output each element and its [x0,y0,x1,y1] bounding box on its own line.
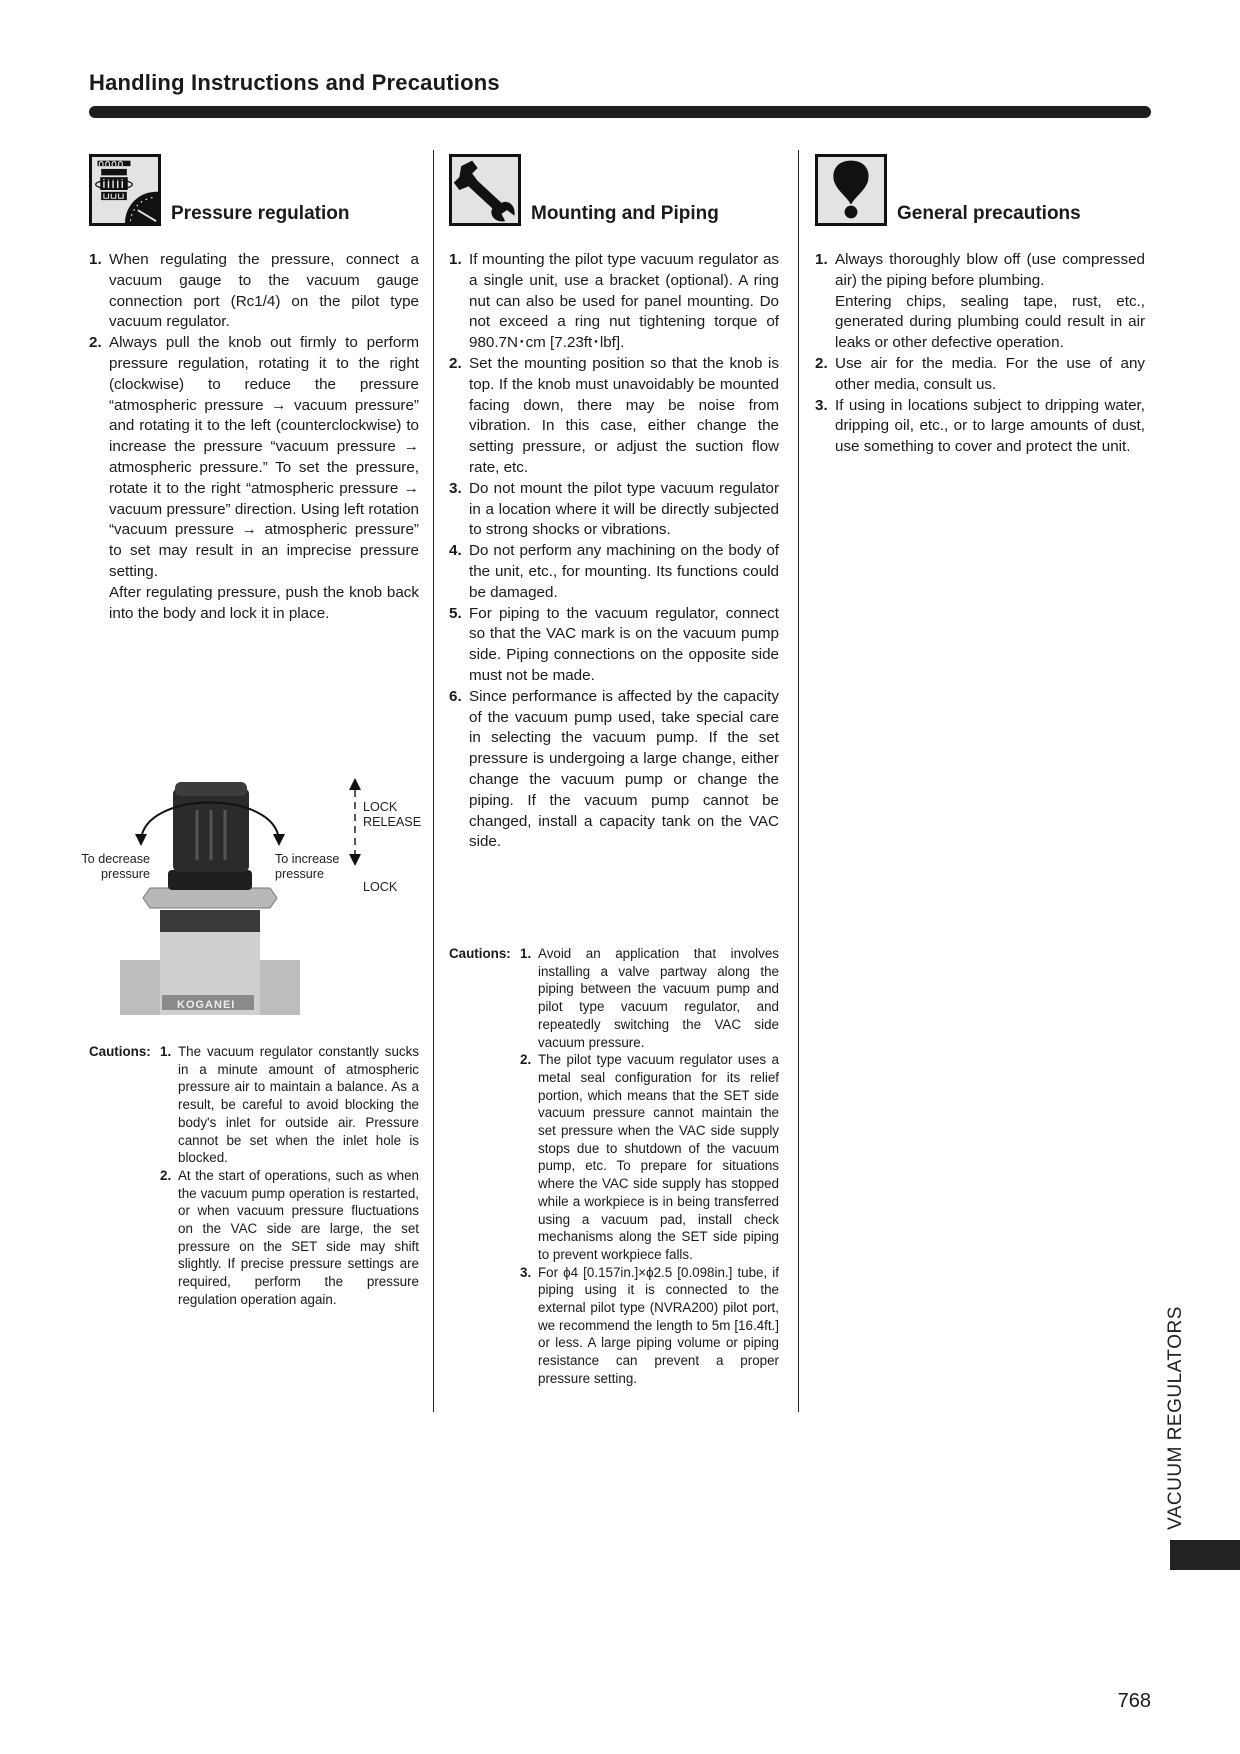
side-tab-label: VACUUM REGULATORS [1165,1306,1186,1530]
item-text: The vacuum regulator constantly sucks in a minute amount of atmospheric pressure air to maintain a balance. As a result, be careful to avoid blocking the body's inlet for outside air. Pressure cannot be set when the inlet hole is blocked. [178,1044,419,1166]
item-text: The pilot type vacuum regulator uses a metal seal configuration for its relief portion, which means that the SET side vacuum pressure cannot maintain the set pressure when the VAC side supply stops due to shutdown of the vacuum pump, etc. To prepare for situations where the VAC side supply has stopped while a workpiece is in being transferred using a vacuum pad, install check mechanisms along the SET side piping to prevent workpiece falls. [538,1052,779,1262]
list-item [449,479,779,541]
caution-item [160,1043,419,1167]
item-number: 2. [520,1052,532,1068]
cautions-label: Cautions: [449,946,511,961]
item-number: 4. [449,542,462,560]
item-text: If using in locations subject to dripping water, dripping oil, etc., or to large amounts of dust, use something to cover and protect the unit. [835,396,1145,456]
instruction-list [815,250,1145,458]
section-header [815,150,1145,226]
decrease-pressure-label: To decrease pressure [81,852,150,881]
item-text: Avoid an application that involves installing a valve partway along the piping between the vacuum pump and pilot type vacuum regulator, and repeatedly switching the VAC side vacuum pressure. [538,946,779,1050]
section-pressure-regulation [89,150,419,624]
item-text: Do not mount the pilot type vacuum regulator in a location where it will be directly subjected to strong shocks or vibrations. [469,479,779,539]
item-text: Since performance is affected by the capacity of the vacuum pump used, take special care in selecting the vacuum pump. If the set pressure is undergoing a large change, either change the vacuum pump or change the piping. If the vacuum pump cannot be changed, install a capacity tank on the VAC side. [469,687,779,851]
section-title: General precautions [897,203,1081,224]
item-number: 1. [160,1044,172,1059]
side-tab-marker [1170,1540,1240,1570]
page-title: Handling Instructions and Precautions [89,70,500,95]
column-divider [798,150,799,1412]
item-number: 2. [815,354,828,372]
list-item [449,541,779,603]
item-text: Always thoroughly blow off (use compressed air) the piping before plumbing. [835,251,1145,289]
list-item [449,354,779,479]
item-number: 1. [520,946,532,961]
item-number: 2. [160,1167,172,1183]
item-number: 1. [815,251,828,268]
item-text: Do not perform any machining on the body of the unit, etc., for mounting. Its functions could be damaged. [469,542,779,601]
list-item [89,250,419,333]
lock-release-label: LOCK RELEASE [363,800,422,829]
item-number: 3. [815,396,828,414]
item-number: 3. [520,1264,532,1280]
list-item [815,250,1145,354]
item-text: For piping to the vacuum regulator, connect so that the VAC mark is on the vacuum pump side. Piping connections on the opposite side must not be made. [469,604,779,684]
item-text: After regulating pressure, push the knob back into the body and lock it in place. [109,583,419,622]
item-text: Always pull the knob out firmly to perform pressure regulation, rotating it to the right (clockwise) to reduce the pressure “atmospheric pressure → vacuum pressure” and rotating it to the left (counterclockwise) to increase the pressure “vacuum pressure → atmospheric pressure.” To set the pressure, rotate it to the right “atmospheric pressure → vacuum pressure” direction. Using left rotation “vacuum pressure → atmospheric pressure” to set may result in an imprecise pressure setting. [109,334,419,580]
item-number: 6. [449,687,462,705]
section-title: Mounting and Piping [531,203,719,224]
item-text: For ϕ4 [0.157in.]×ϕ2.5 [0.098in.] tube, if piping using it is connected to the external pilot type (NVRA200) pilot port, we recommend the length to 5m [16.4ft.] or less. A large piping volume or piping resistance can prevent a proper pressure setting. [538,1264,779,1386]
brand-label: KOGANEI [177,999,236,1011]
increase-pressure-label: To increase pressure [275,852,340,881]
item-text: If mounting the pilot type vacuum regulator as a single unit, use a bracket (optional). A ring nut can also be used for panel mounting. Do not exceed a ring nut tightening torque of 980.7N･cm [7.23ft･lbf]. [469,251,779,352]
item-number: 3. [449,479,462,497]
section-header [89,150,419,226]
item-number: 1. [449,251,462,268]
list-item [449,604,779,687]
regulator-gauge-icon [89,154,161,226]
instruction-list [449,250,779,853]
cautions-mounting [449,945,779,1388]
exclamation-icon [815,154,887,226]
item-text: Use air for the media. For the use of any other media, consult us. [835,354,1145,393]
caution-item [160,1167,419,1309]
regulator-knob-figure [65,770,425,1015]
item-number: 5. [449,604,462,622]
lock-label: LOCK [363,880,398,894]
cautions-label: Cautions: [89,1044,151,1059]
caution-item [520,1051,779,1263]
section-title: Pressure regulation [171,203,350,224]
item-text: At the start of operations, such as when the vacuum pump operation is restarted, or when vacuum pressure fluctuations on the VAC side are large, the set pressure on the SET side may shift slightly. If precise pressure settings are required, perform the pressure regulation operation again. [178,1167,419,1307]
column-divider [433,150,434,1412]
item-number: 2. [89,334,102,352]
instruction-list [89,250,419,624]
list-item [815,396,1145,458]
section-header [449,150,779,226]
item-text: Set the mounting position so that the knob is top. If the knob must unavoidably be mounted facing down, there may be noise from vibration. In this case, either change the setting pressure, or adjust the suction flow rate, etc. [469,354,779,476]
page-number: 768 [1117,1690,1151,1712]
wrench-icon [449,154,521,226]
section-mounting-piping [449,150,779,853]
item-text: Entering chips, sealing tape, rust, etc., generated during plumbing could result in air leaks or other defective operation. [835,292,1145,352]
list-item [449,250,779,354]
list-item [815,354,1145,396]
title-rule [89,106,1151,118]
item-number: 2. [449,354,462,372]
item-text: When regulating the pressure, connect a vacuum gauge to the vacuum gauge connection port (Rc1/4) on the pilot type vacuum regulator. [109,251,419,331]
item-number: 1. [89,251,102,268]
section-general-precautions [815,150,1145,458]
caution-item [520,945,779,1051]
list-item [449,687,779,853]
caution-item [520,1264,779,1388]
cautions-pressure [89,1043,419,1309]
list-item [89,333,419,624]
